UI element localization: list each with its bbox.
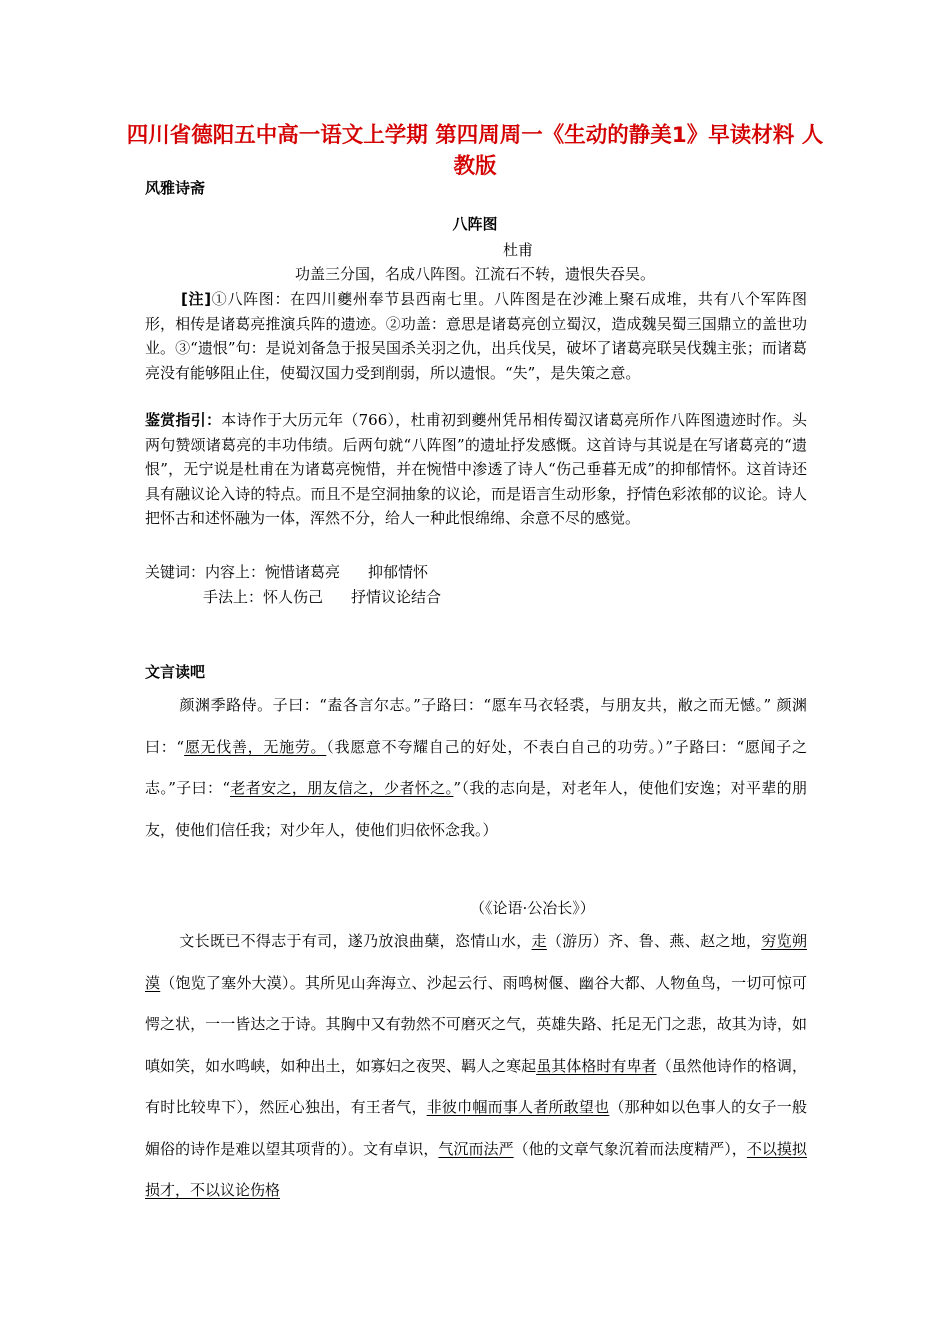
- passage-text: 文长既已不得志于有司，遂乃放浪曲蘖，恣情山水，: [179, 932, 532, 950]
- passage-text: （他的文章气象沉着而法度精严），: [513, 1139, 747, 1158]
- passage-text: （我愿意不夸耀自己的好处，不表白自己的功劳。）”子路曰：“愿闻子之志。”子曰：“: [145, 737, 807, 797]
- note-text: ①八阵图：在四川夔州奉节县西南七里。八阵图是在沙滩上聚石成堆，共有八个军阵图形，相传是诸葛亮推演兵阵的遗迹。②功盖：意思是诸葛亮创立蜀汉，造成魏吴蜀三国鼎立的盖世功业。③“遗恨”句：是说刘备急于报吴国杀关羽之仇，出兵伐吴，破坏了诸葛亮联吴伐魏主张；而诸葛亮没有能够阻止住，使蜀汉国力受到削弱，所以遗恨。“失”，是失策之意。: [145, 290, 807, 382]
- underlined-phrase: 非彼巾帼而事人者所敢望也: [426, 1098, 610, 1116]
- page-title: 四川省德阳五中高一语文上学期 第四周周一《生动的静美1》早读材料 人教版: [126, 123, 824, 179]
- underlined-phrase: 老者安之，朋友信之，少者怀之。: [230, 779, 454, 797]
- underlined-phrase: 愿无伐善，无施劳。: [184, 737, 327, 756]
- section-heading-classical: 文言读吧: [145, 663, 206, 681]
- keywords-label: 关键词：内容上：: [145, 563, 266, 581]
- poem-notes: [145, 287, 807, 385]
- keywords-content: [145, 561, 428, 582]
- underlined-phrase: 气沉而法严: [438, 1139, 514, 1158]
- note-label: [注]: [181, 290, 212, 308]
- passage-text: （游历）齐、鲁、燕、赵之地，: [546, 932, 762, 950]
- keyword-item: 怀人伤己: [263, 588, 324, 606]
- classical-passage-1: [145, 685, 807, 851]
- poem-author: 杜甫: [503, 241, 534, 259]
- keyword-item: 惋惜诸葛亮: [265, 563, 341, 581]
- passage-source: （《论语·公冶长》）: [470, 899, 595, 917]
- keywords-method-label: 手法上：: [203, 588, 264, 606]
- poem-text: 功盖三分国，名成八阵图。江流石不转，遗恨失吞吴。: [294, 265, 655, 283]
- keyword-item: 抑郁情怀: [368, 563, 429, 581]
- passage-text: ”（我的志向是，对老年人，使他们安逸；对平辈的朋友，使他们信任我；对少年人，使他们归依怀念我。）: [145, 779, 807, 839]
- appreciation-text: 本诗作于大历元年（766），杜甫初到夔州凭吊相传蜀汉诸葛亮所作八阵图遗迹时作。头两句赞颂诸葛亮的丰功伟绩。后两句就“八阵图”的遗址抒发感慨。这首诗与其说是在写诸葛亮的“遗恨”，无宁说是杜甫在为诸葛亮惋惜，并在惋惜中渗透了诗人“伤己垂暮无成”的抑郁情怀。这首诗还具有融议论入诗的特点。而且不是空洞抽象的议论，而是语言生动形象，抒情色彩浓郁的议论。诗人把怀古和述怀融为一体，浑然不分，给人一种此恨绵绵、余意不尽的感觉。: [145, 411, 807, 527]
- passage-text: （那种如以色事人的女子一般媚俗的诗作是难以望其项背的）。文有卓识，: [145, 1098, 807, 1158]
- keyword-item: 抒情议论结合: [351, 588, 442, 606]
- underlined-phrase: 穷览朔漠: [145, 932, 807, 992]
- underlined-phrase: 虽其体格时有卑者: [536, 1056, 657, 1075]
- underlined-phrase: 不以摸拟损才，不以议论伤格: [145, 1139, 807, 1199]
- passage-text: 颜渊季路侍。子曰：“盍各言尔志。”子路曰：“愿车马衣轻裘，与朋友共，敝之而无憾。” 颜渊曰：“: [145, 696, 807, 756]
- passage-text: （虽然他诗作的格调，有时比较卑下），然匠心独出，有王者气，: [145, 1056, 807, 1116]
- appreciation-label: 鉴赏指引：: [145, 411, 222, 429]
- underlined-phrase: 走: [531, 932, 547, 950]
- passage-text: （饱览了塞外大漠）。其所见山奔海立、沙起云行、雨鸣树偃、幽谷大都、人物鱼鸟，一切可惊可愕之状，一一皆达之于诗。其胸中又有勃然不可磨灭之气，英雄失路、托足无门之悲，故其为诗，如嗔如笑，如水鸣峡，如种出土，如寡妇之夜哭、羁人之寒起: [145, 973, 807, 1075]
- poem-title: 八阵图: [452, 215, 498, 233]
- section-heading-poetry: 风雅诗斋: [145, 179, 206, 197]
- classical-passage-2: [145, 921, 807, 1212]
- keywords-method: [203, 586, 441, 607]
- appreciation-guide: [145, 408, 807, 531]
